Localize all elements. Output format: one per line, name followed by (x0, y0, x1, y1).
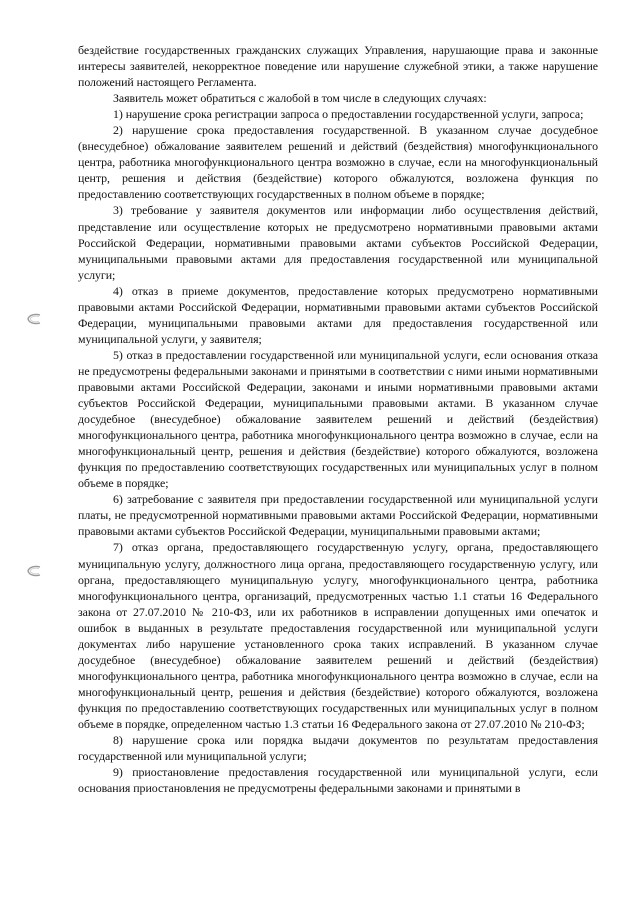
paragraph-item-1: 1) нарушение срока регистрации запроса о предоставлении государственной услуги, запроса; (113, 107, 584, 122)
paragraph-continuation: бездействие государственных гражданских служащих Управления, нарушающие права и законные интересы заявителей, некорректное поведение или нарушение служебной этики, а также нарушение положений настоящего Регламента. (78, 43, 598, 90)
paragraph-item-5: 5) отказ в предоставлении государственной или муниципальной услуги, если основания отказа не предусмотрены федеральными законами и принятыми в соответствии с ними иными нормативными правовыми актами Российской Федерации, законами и иными нормативными правовыми актами субъектов Российской Федерации, муниципальными правовыми актами. В указанном случае досудебное (внесудебное) обжалование заявителем решений и действий (бездействия) многофункционального центра, работника многофункционального центра возможно в случае, если на многофункциональный центр, решения и действия (бездействие) которого обжалуются, возложена функция по предоставлению соответствующих государственных или муниципальных услуг в полном объеме в порядке; (78, 347, 598, 491)
paragraph-item-3: 3) требование у заявителя документов или информации либо осуществления действий, представление или осуществление которых не предусмотрено нормативными правовыми актами Российской Федерации, нормативными правовыми актами субъектов Российской Федерации, муниципальными правовыми актами для предоставления государственной или муниципальной услуги; (78, 203, 598, 282)
punch-hole-mark-upper (26, 313, 42, 325)
document-body (78, 42, 598, 796)
punch-hole-mark-lower (26, 565, 42, 577)
paragraph-complaint-intro: Заявитель может обратиться с жалобой в том числе в следующих случаях: (113, 91, 487, 106)
paragraph-item-6: 6) затребование с заявителя при предоставлении государственной или муниципальной услуги платы, не предусмотренной нормативными правовыми актами Российской Федерации, нормативными правовыми актами субъектов Российской Федерации, муниципальными правовыми актами; (78, 492, 598, 539)
paragraph-item-9: 9) приостановление предоставления государственной или муниципальной услуги, если основания приостановления не предусмотрены федеральными законами и принятыми в (78, 765, 598, 796)
paragraph-item-4: 4) отказ в приеме документов, предоставление которых предусмотрено нормативными правовыми актами Российской Федерации, нормативными правовыми актами субъектов Российской Федерации, муниципальными правовыми актами для предоставления государственной или муниципальной услуги, у заявителя; (78, 283, 598, 346)
paragraph-item-8: 8) нарушение срока или порядка выдачи документов по результатам предоставления государственной или муниципальной услуги; (78, 733, 598, 764)
paragraph-item-2: 2) нарушение срока предоставления государственной. В указанном случае досудебное (внесудебное) обжалование заявителем решений и действий (бездействия) многофункционального центра, работника многофункционального центра возможно в случае, если на многофункциональный центр, решения и действия (бездействие) которого обжалуются, возложена функция по предоставлению соответствующих государственных в полном объеме в порядке; (78, 123, 598, 202)
paragraph-item-7: 7) отказ органа, предоставляющего государственную услугу, органа, предоставляющего муниципальную услугу, должностного лица органа, предоставляющего государственную услугу, или органа, предоставляющего муниципальную услугу, многофункционального центра, работника многофункционального центра, организаций, предусмотренных частью 1.1 статьи 16 Федерального закона от 27.07.2010 № 210-ФЗ, или их работников в исправлении допущенных ими опечаток и ошибок в выданных в результате предоставления государственной или муниципальной услуги документах либо нарушение установленного срока таких исправлений. В указанном случае досудебное (внесудебное) обжалование заявителем решений и действий (бездействия) многофункционального центра, работника многофункционального центра возможно в случае, если на многофункциональный центр, решения и действия (бездействие) которого обжалуются, возложена функция по предоставлению соответствующих государственных или муниципальных услуг в полном объеме в порядке, определенном частью 1.3 статьи 16 Федерального закона от 27.07.2010 № 210-ФЗ; (78, 540, 598, 731)
